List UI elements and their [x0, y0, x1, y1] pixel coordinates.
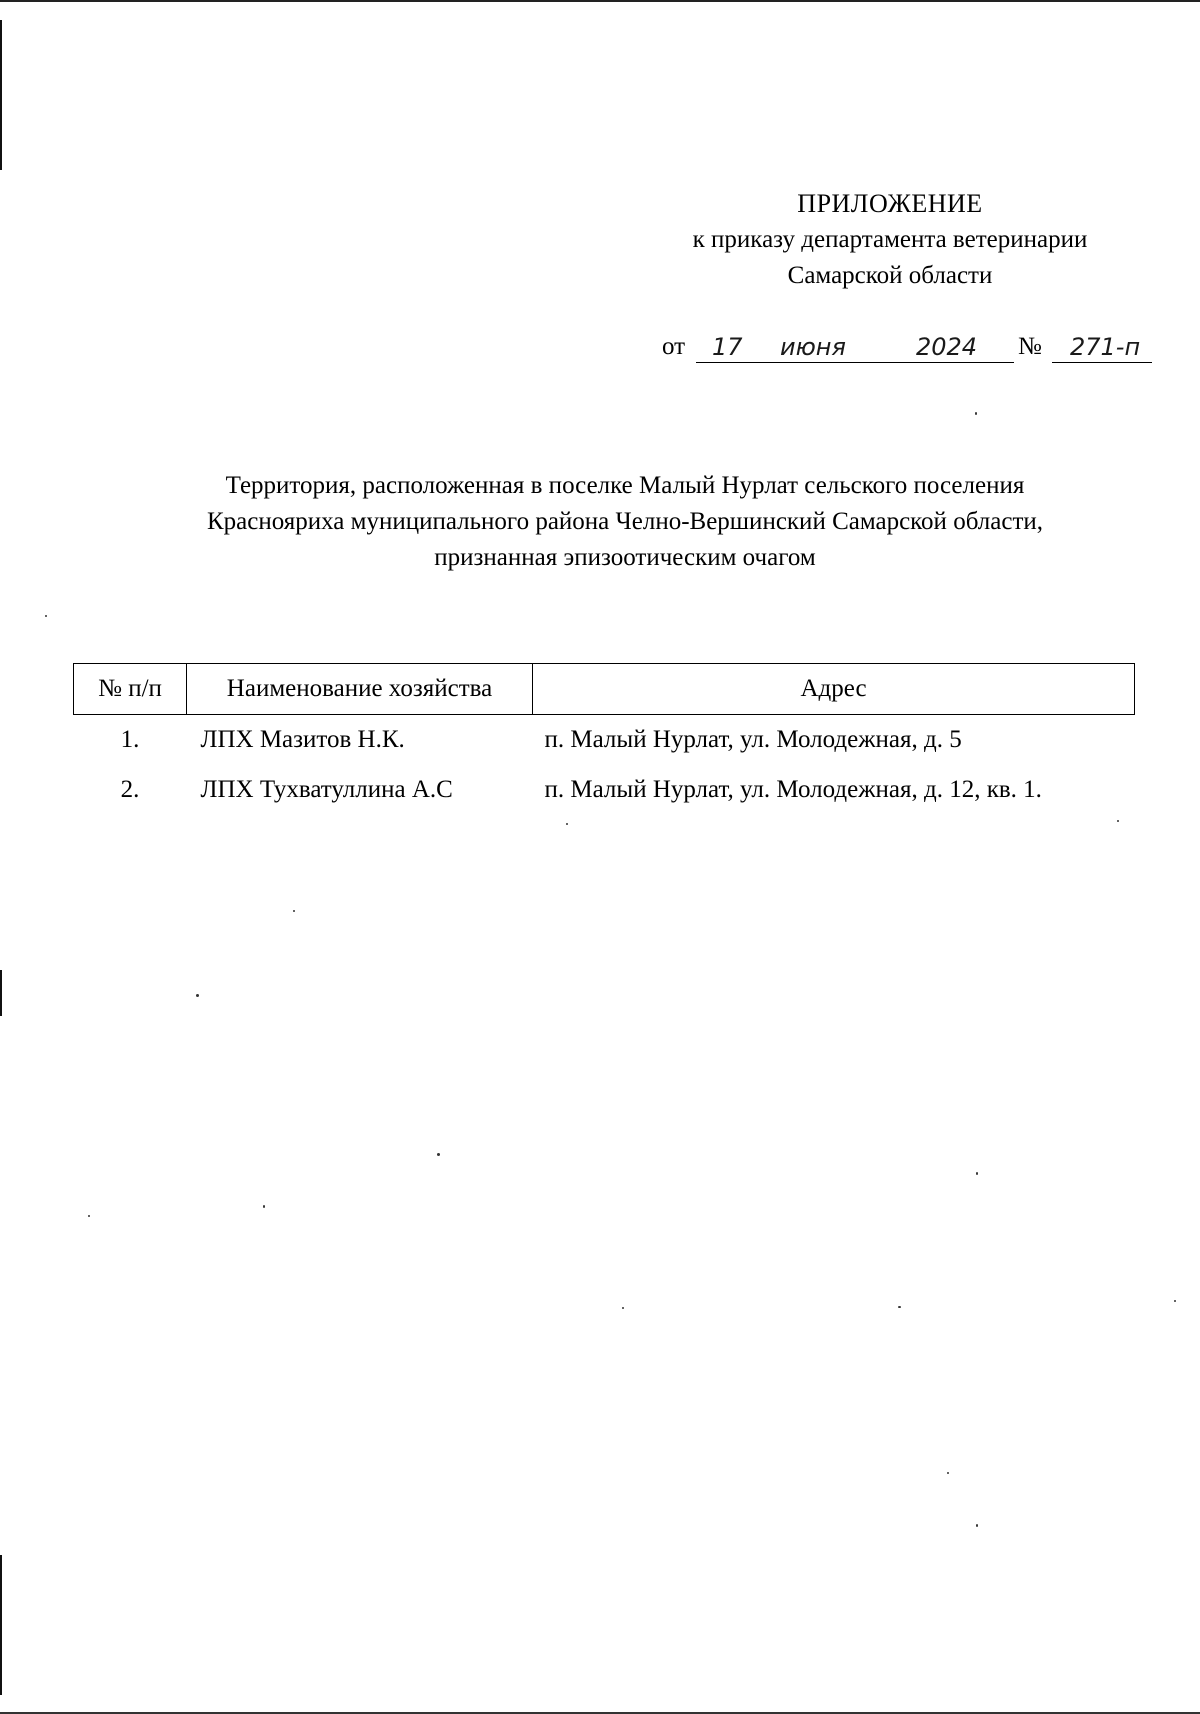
scan-speck: [45, 615, 47, 617]
scan-speck: [293, 910, 295, 912]
appendix-line: Самарской области: [787, 262, 993, 289]
heading-line: признанная эпизоотическим очагом: [434, 544, 816, 571]
scan-speck: [898, 1306, 901, 1308]
document-heading: [160, 468, 1090, 576]
number-field: [1052, 330, 1152, 363]
appendix-block: [620, 186, 1160, 294]
row-farm-name: ЛПХ Тухватуллина А.С: [200, 776, 453, 803]
scan-speck: [1174, 1300, 1176, 1302]
row-number: 1.: [120, 726, 140, 753]
table-row: [74, 715, 1135, 766]
scan-speck: [88, 1215, 90, 1217]
number-prefix: №: [1018, 333, 1042, 360]
date-month: июня: [780, 333, 846, 361]
scan-speck: [263, 1205, 265, 1208]
scan-edge-left: [0, 970, 2, 1016]
scan-speck: [947, 1472, 949, 1474]
scan-edge-top: [0, 0, 1200, 2]
appendix-line: к приказу департамента ветеринарии: [692, 226, 1088, 253]
scan-edge-left: [0, 20, 2, 170]
scan-speck: [975, 412, 977, 415]
table-row: [74, 765, 1135, 815]
heading-line: Краснояриха муниципального района Челно-Вершинский Самарской области,: [206, 508, 1044, 535]
scan-speck: [976, 1524, 978, 1527]
appendix-title: ПРИЛОЖЕНИЕ: [797, 189, 983, 218]
order-number: 271-п: [1070, 333, 1141, 361]
row-address: п. Малый Нурлат, ул. Молодежная, д. 5: [544, 726, 962, 753]
header-address: Адрес: [533, 664, 1135, 715]
scan-speck: [437, 1153, 440, 1156]
row-farm-name: ЛПХ Мазитов Н.К.: [200, 726, 405, 753]
date-year: 2024: [916, 333, 978, 361]
scan-speck: [622, 1307, 624, 1309]
header-farm-name: Наименование хозяйства: [187, 664, 533, 715]
date-field: [696, 330, 1014, 363]
table-header-row: [74, 664, 1135, 715]
scan-speck: [1117, 820, 1119, 822]
row-number: 2.: [120, 776, 140, 803]
heading-line: Территория, расположенная в поселке Малый Нурлат сельского поселения: [225, 472, 1025, 499]
row-address: п. Малый Нурлат, ул. Молодежная, д. 12, кв. 1.: [544, 776, 1042, 803]
header-number: № п/п: [74, 664, 187, 715]
order-date-number-line: [662, 325, 1152, 365]
date-day: 17: [712, 333, 743, 361]
scan-edge-left: [0, 1555, 2, 1695]
scan-speck: [976, 1172, 978, 1175]
scan-speck: [566, 823, 568, 825]
date-prefix: от: [662, 333, 686, 360]
scan-speck: [196, 994, 199, 997]
farms-table: [73, 663, 1135, 815]
